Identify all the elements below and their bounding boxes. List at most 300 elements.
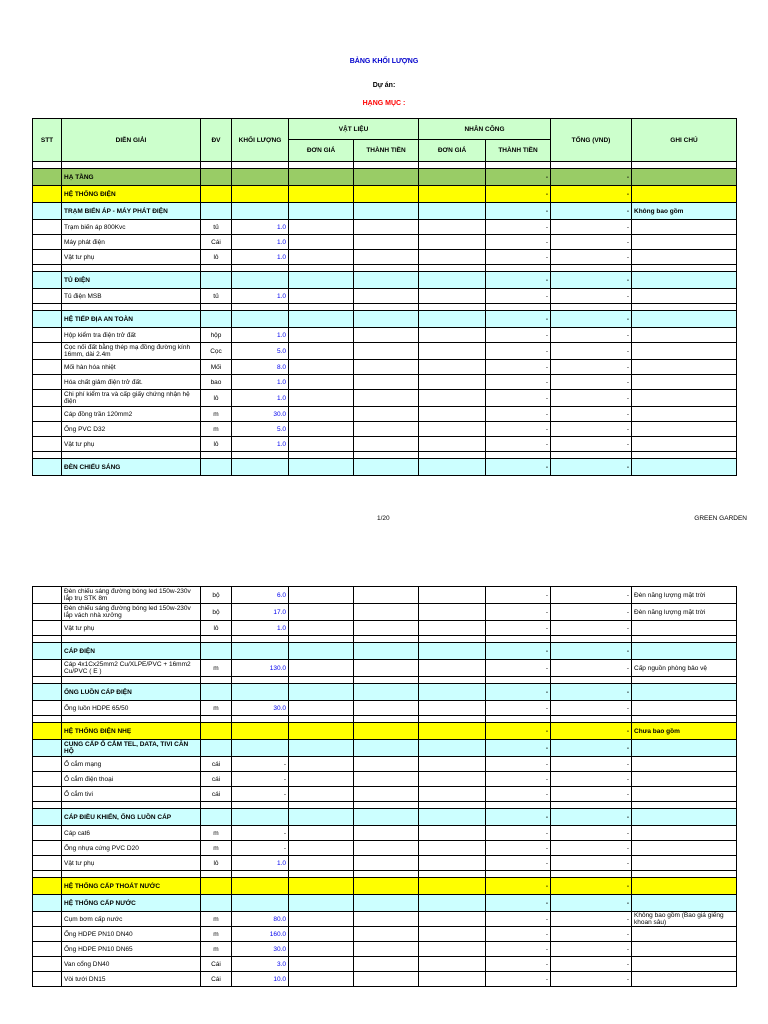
empty-cell	[33, 304, 62, 311]
quantity-cell: 1.0	[232, 375, 289, 390]
note-cell	[632, 942, 737, 957]
material-unit-price-cell	[289, 390, 354, 407]
note-cell	[632, 407, 737, 422]
quantity-cell: 1.0	[232, 289, 289, 304]
quantity-cell: -	[232, 787, 289, 802]
empty-cell	[632, 802, 737, 809]
empty-cell	[201, 871, 232, 878]
material-unit-price-cell	[289, 169, 354, 186]
description-cell: Cáp đồng trần 120mm2	[62, 407, 201, 422]
material-amount-cell	[354, 203, 419, 220]
empty-cell	[201, 677, 232, 684]
unit-cell: m	[201, 826, 232, 841]
empty-cell	[201, 265, 232, 272]
empty-cell	[354, 265, 419, 272]
description-cell: Cụm bơm cấp nước	[62, 912, 201, 927]
section-row	[33, 643, 737, 660]
col-labor-amount: THÀNH TIỀN	[486, 140, 551, 162]
material-amount-cell	[354, 723, 419, 740]
empty-cell	[486, 636, 551, 643]
empty-cell	[632, 452, 737, 459]
empty-cell	[33, 636, 62, 643]
quantity-cell: 3.0	[232, 957, 289, 972]
labor-unit-price-cell	[419, 587, 486, 604]
note-cell	[632, 972, 737, 987]
description-cell: HỆ THỐNG ĐIỆN NHẸ	[62, 723, 201, 740]
unit-cell: lô	[201, 250, 232, 265]
material-unit-price-cell	[289, 203, 354, 220]
empty-cell	[201, 304, 232, 311]
material-amount-cell	[354, 878, 419, 895]
unit-cell: cái	[201, 757, 232, 772]
empty-cell	[33, 452, 62, 459]
note-cell	[632, 621, 737, 636]
empty-cell	[289, 636, 354, 643]
empty-cell	[62, 871, 201, 878]
stt-cell	[33, 272, 62, 289]
empty-cell	[289, 265, 354, 272]
total-cell: -	[551, 757, 632, 772]
quantity-cell	[232, 723, 289, 740]
description-cell: HỆ THỐNG CẤP NƯỚC	[62, 895, 201, 912]
total-cell: -	[551, 841, 632, 856]
total-cell: -	[551, 942, 632, 957]
quantity-cell: 6.0	[232, 587, 289, 604]
empty-cell	[232, 716, 289, 723]
total-cell: -	[551, 912, 632, 927]
note-cell	[632, 186, 737, 203]
total-cell: -	[551, 895, 632, 912]
material-amount-cell	[354, 740, 419, 757]
labor-amount-cell: -	[486, 957, 551, 972]
description-cell: Vật tư phụ	[62, 856, 201, 871]
empty-cell	[419, 265, 486, 272]
empty-cell	[289, 871, 354, 878]
section-row	[33, 684, 737, 701]
empty-cell	[232, 162, 289, 169]
table-row	[33, 360, 737, 375]
labor-amount-cell: -	[486, 841, 551, 856]
page-number: 1/20	[377, 515, 390, 522]
unit-cell: Cọc	[201, 343, 232, 360]
description-cell: Hóa chất giảm điện trở đất.	[62, 375, 201, 390]
labor-unit-price-cell	[419, 621, 486, 636]
labor-amount-cell: -	[486, 587, 551, 604]
material-amount-cell	[354, 169, 419, 186]
note-cell	[632, 311, 737, 328]
empty-cell	[632, 636, 737, 643]
total-cell: -	[551, 927, 632, 942]
description-cell: Vòi tưới DN15	[62, 972, 201, 987]
note-cell	[632, 826, 737, 841]
labor-unit-price-cell	[419, 772, 486, 787]
labor-amount-cell: -	[486, 203, 551, 220]
note-cell	[632, 289, 737, 304]
labor-amount-cell: -	[486, 289, 551, 304]
description-cell: Ổ cắm tivi	[62, 787, 201, 802]
table-row	[33, 250, 737, 265]
blank-row	[33, 871, 737, 878]
material-unit-price-cell	[289, 927, 354, 942]
col-material-unit-price: ĐƠN GIÁ	[289, 140, 354, 162]
note-cell	[632, 878, 737, 895]
material-amount-cell	[354, 343, 419, 360]
quantity-cell: 130.0	[232, 660, 289, 677]
unit-cell: m	[201, 407, 232, 422]
note-cell	[632, 220, 737, 235]
labor-amount-cell: -	[486, 660, 551, 677]
table-row	[33, 972, 737, 987]
empty-cell	[354, 677, 419, 684]
table-row	[33, 826, 737, 841]
empty-cell	[486, 677, 551, 684]
stt-cell	[33, 587, 62, 604]
table-row	[33, 856, 737, 871]
labor-unit-price-cell	[419, 757, 486, 772]
col-total: TỔNG (VND)	[551, 119, 632, 162]
material-amount-cell	[354, 701, 419, 716]
total-cell: -	[551, 587, 632, 604]
material-unit-price-cell	[289, 235, 354, 250]
unit-cell	[201, 272, 232, 289]
labor-amount-cell: -	[486, 972, 551, 987]
empty-cell	[289, 452, 354, 459]
empty-cell	[632, 677, 737, 684]
labor-amount-cell: -	[486, 878, 551, 895]
material-amount-cell	[354, 604, 419, 621]
category-label: HẠNG MỤC :	[362, 100, 406, 107]
material-unit-price-cell	[289, 343, 354, 360]
empty-cell	[354, 162, 419, 169]
empty-cell	[354, 716, 419, 723]
description-cell: Van cổng DN40	[62, 957, 201, 972]
labor-unit-price-cell	[419, 272, 486, 289]
quantity-cell	[232, 272, 289, 289]
material-unit-price-cell	[289, 878, 354, 895]
material-unit-price-cell	[289, 772, 354, 787]
table-body-page-2	[33, 587, 737, 987]
note-cell	[632, 272, 737, 289]
total-cell: -	[551, 422, 632, 437]
labor-amount-cell: -	[486, 772, 551, 787]
empty-cell	[551, 636, 632, 643]
material-unit-price-cell	[289, 422, 354, 437]
quantity-cell: 1.0	[232, 437, 289, 452]
empty-cell	[551, 716, 632, 723]
blank-row	[33, 677, 737, 684]
material-unit-price-cell	[289, 841, 354, 856]
note-cell	[632, 757, 737, 772]
labor-unit-price-cell	[419, 723, 486, 740]
labor-amount-cell: -	[486, 375, 551, 390]
stt-cell	[33, 826, 62, 841]
note-cell: Đèn năng lượng mặt trời	[632, 604, 737, 621]
total-cell: -	[551, 437, 632, 452]
empty-cell	[354, 871, 419, 878]
labor-amount-cell: -	[486, 272, 551, 289]
unit-cell: lô	[201, 390, 232, 407]
quantity-table-page-2	[32, 586, 737, 987]
material-amount-cell	[354, 660, 419, 677]
unit-cell: Mối	[201, 360, 232, 375]
note-cell	[632, 856, 737, 871]
col-unit: ĐV	[201, 119, 232, 162]
description-cell: CUNG CẤP Ổ CẮM TEL, DATA, TIVI CĂN HỘ	[62, 740, 201, 757]
stt-cell	[33, 723, 62, 740]
unit-cell: tủ	[201, 220, 232, 235]
material-amount-cell	[354, 912, 419, 927]
labor-unit-price-cell	[419, 643, 486, 660]
note-cell	[632, 422, 737, 437]
table-row	[33, 927, 737, 942]
blank-row	[33, 265, 737, 272]
blank-row	[33, 162, 737, 169]
unit-cell	[201, 809, 232, 826]
table-row	[33, 390, 737, 407]
quantity-cell: 30.0	[232, 942, 289, 957]
labor-amount-cell: -	[486, 740, 551, 757]
stt-cell	[33, 878, 62, 895]
unit-cell: Cái	[201, 235, 232, 250]
labor-unit-price-cell	[419, 459, 486, 476]
description-cell: Vật tư phụ	[62, 437, 201, 452]
labor-unit-price-cell	[419, 809, 486, 826]
empty-cell	[486, 162, 551, 169]
empty-cell	[62, 677, 201, 684]
stt-cell	[33, 328, 62, 343]
empty-cell	[551, 677, 632, 684]
stt-cell	[33, 621, 62, 636]
material-amount-cell	[354, 621, 419, 636]
description-cell: Ống HDPE PN10 DN65	[62, 942, 201, 957]
empty-cell	[486, 265, 551, 272]
description-cell: HẠ TẦNG	[62, 169, 201, 186]
unit-cell: lô	[201, 856, 232, 871]
total-cell: -	[551, 826, 632, 841]
footer-project-name: GREEN GARDEN	[694, 515, 747, 522]
description-cell: CÁP ĐIỀU KHIỂN, ỐNG LUỒN CÁP	[62, 809, 201, 826]
unit-cell	[201, 186, 232, 203]
material-amount-cell	[354, 360, 419, 375]
labor-unit-price-cell	[419, 927, 486, 942]
empty-cell	[289, 716, 354, 723]
labor-amount-cell: -	[486, 912, 551, 927]
material-unit-price-cell	[289, 957, 354, 972]
note-cell	[632, 772, 737, 787]
description-cell: Cọc nối đất bằng thép mạ đồng đường kính 16mm, dài 2.4m	[62, 343, 201, 360]
material-unit-price-cell	[289, 895, 354, 912]
quantity-cell	[232, 740, 289, 757]
stt-cell	[33, 250, 62, 265]
table-row	[33, 343, 737, 360]
empty-cell	[232, 452, 289, 459]
material-unit-price-cell	[289, 826, 354, 841]
material-unit-price-cell	[289, 621, 354, 636]
note-cell	[632, 740, 737, 757]
note-cell	[632, 701, 737, 716]
labor-amount-cell: -	[486, 684, 551, 701]
empty-cell	[551, 304, 632, 311]
description-cell: Tủ điện MSB	[62, 289, 201, 304]
total-cell: -	[551, 856, 632, 871]
labor-amount-cell: -	[486, 826, 551, 841]
empty-cell	[419, 871, 486, 878]
labor-amount-cell: -	[486, 757, 551, 772]
total-cell: -	[551, 684, 632, 701]
table-row	[33, 375, 737, 390]
note-cell	[632, 787, 737, 802]
total-cell: -	[551, 186, 632, 203]
empty-cell	[551, 452, 632, 459]
total-cell: -	[551, 621, 632, 636]
labor-amount-cell: -	[486, 942, 551, 957]
empty-cell	[419, 802, 486, 809]
labor-amount-cell: -	[486, 220, 551, 235]
material-unit-price-cell	[289, 186, 354, 203]
table-row	[33, 289, 737, 304]
labor-unit-price-cell	[419, 660, 486, 677]
unit-cell: m	[201, 660, 232, 677]
quantity-cell: -	[232, 841, 289, 856]
empty-cell	[62, 162, 201, 169]
material-amount-cell	[354, 250, 419, 265]
unit-cell: m	[201, 422, 232, 437]
empty-cell	[289, 162, 354, 169]
material-unit-price-cell	[289, 740, 354, 757]
empty-cell	[201, 162, 232, 169]
stt-cell	[33, 684, 62, 701]
unit-cell	[201, 740, 232, 757]
material-amount-cell	[354, 587, 419, 604]
empty-cell	[419, 677, 486, 684]
total-cell: -	[551, 972, 632, 987]
material-unit-price-cell	[289, 437, 354, 452]
empty-cell	[632, 265, 737, 272]
total-cell: -	[551, 660, 632, 677]
table-row	[33, 701, 737, 716]
note-cell	[632, 375, 737, 390]
total-cell: -	[551, 459, 632, 476]
unit-cell: m	[201, 841, 232, 856]
stt-cell	[33, 422, 62, 437]
labor-amount-cell: -	[486, 235, 551, 250]
labor-amount-cell: -	[486, 422, 551, 437]
stt-cell	[33, 740, 62, 757]
material-unit-price-cell	[289, 809, 354, 826]
material-amount-cell	[354, 328, 419, 343]
empty-cell	[201, 716, 232, 723]
empty-cell	[289, 802, 354, 809]
empty-cell	[62, 304, 201, 311]
labor-amount-cell: -	[486, 895, 551, 912]
material-unit-price-cell	[289, 459, 354, 476]
empty-cell	[486, 802, 551, 809]
material-amount-cell	[354, 787, 419, 802]
table-row	[33, 220, 737, 235]
material-unit-price-cell	[289, 375, 354, 390]
stt-cell	[33, 437, 62, 452]
empty-cell	[632, 716, 737, 723]
stt-cell	[33, 757, 62, 772]
total-cell: -	[551, 360, 632, 375]
labor-unit-price-cell	[419, 250, 486, 265]
empty-cell	[419, 162, 486, 169]
labor-unit-price-cell	[419, 895, 486, 912]
section-row	[33, 878, 737, 895]
col-labor-unit-price: ĐƠN GIÁ	[419, 140, 486, 162]
empty-cell	[551, 265, 632, 272]
description-cell: Máy phát điện	[62, 235, 201, 250]
labor-unit-price-cell	[419, 912, 486, 927]
labor-amount-cell: -	[486, 604, 551, 621]
empty-cell	[62, 716, 201, 723]
blank-row	[33, 636, 737, 643]
quantity-cell	[232, 684, 289, 701]
material-unit-price-cell	[289, 311, 354, 328]
total-cell: -	[551, 957, 632, 972]
quantity-cell	[232, 311, 289, 328]
stt-cell	[33, 220, 62, 235]
section-row	[33, 723, 737, 740]
stt-cell	[33, 772, 62, 787]
empty-cell	[62, 452, 201, 459]
material-amount-cell	[354, 186, 419, 203]
note-cell	[632, 957, 737, 972]
labor-amount-cell: -	[486, 186, 551, 203]
empty-cell	[33, 871, 62, 878]
material-amount-cell	[354, 684, 419, 701]
labor-amount-cell: -	[486, 621, 551, 636]
empty-cell	[232, 802, 289, 809]
note-cell	[632, 809, 737, 826]
labor-unit-price-cell	[419, 289, 486, 304]
stt-cell	[33, 169, 62, 186]
unit-cell: tủ	[201, 289, 232, 304]
total-cell: -	[551, 289, 632, 304]
material-unit-price-cell	[289, 701, 354, 716]
empty-cell	[486, 304, 551, 311]
material-amount-cell	[354, 942, 419, 957]
material-amount-cell	[354, 459, 419, 476]
description-cell: Trạm biến áp 800Kvc	[62, 220, 201, 235]
total-cell: -	[551, 701, 632, 716]
empty-cell	[289, 304, 354, 311]
quantity-cell: 10.0	[232, 972, 289, 987]
quantity-cell: 5.0	[232, 343, 289, 360]
description-cell: Hộp kiểm tra điện trở đất	[62, 328, 201, 343]
description-cell: Ống nhựa cứng PVC D20	[62, 841, 201, 856]
col-note: GHI CHÚ	[632, 119, 737, 162]
material-unit-price-cell	[289, 856, 354, 871]
quantity-cell: 1.0	[232, 220, 289, 235]
total-cell: -	[551, 343, 632, 360]
table-row	[33, 422, 737, 437]
material-unit-price-cell	[289, 360, 354, 375]
labor-amount-cell: -	[486, 343, 551, 360]
table-row	[33, 235, 737, 250]
empty-cell	[201, 636, 232, 643]
description-cell: ĐÈN CHIẾU SÁNG	[62, 459, 201, 476]
note-cell	[632, 360, 737, 375]
stt-cell	[33, 604, 62, 621]
total-cell: -	[551, 772, 632, 787]
labor-amount-cell: -	[486, 787, 551, 802]
note-cell	[632, 169, 737, 186]
table-row	[33, 407, 737, 422]
material-amount-cell	[354, 972, 419, 987]
description-cell: Cáp 4x1Cx25mm2 Cu/XLPE/PVC + 16mm2 Cu/PVC ( E )	[62, 660, 201, 677]
quantity-cell: 1.0	[232, 250, 289, 265]
